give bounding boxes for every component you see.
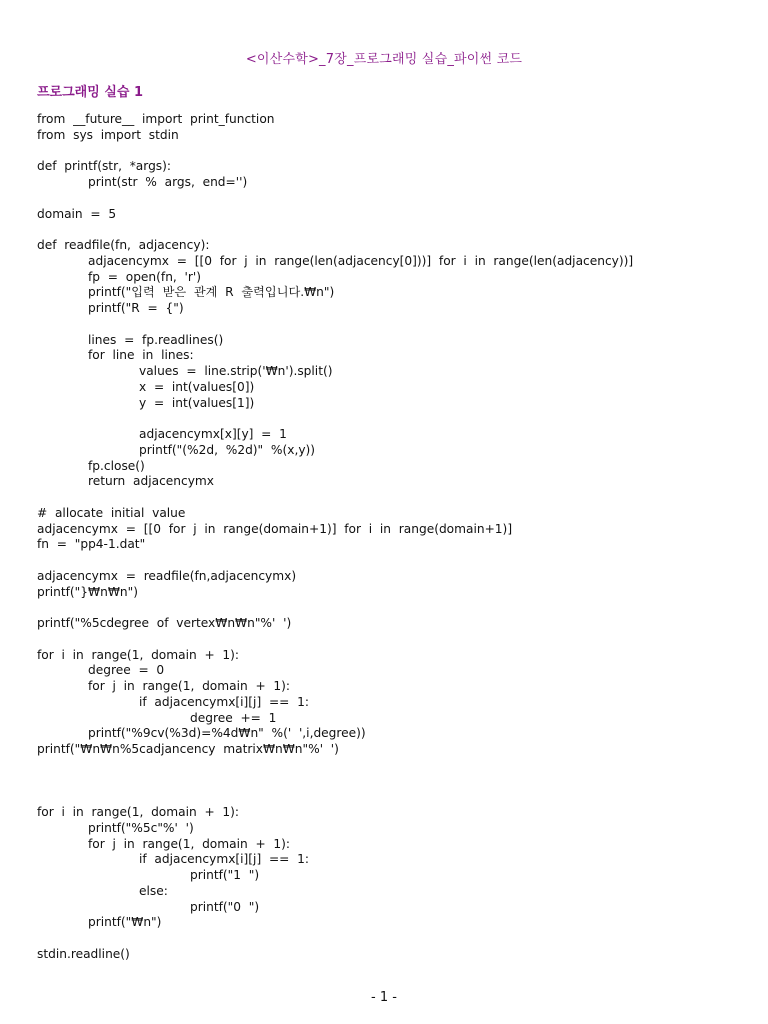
code-line: printf("₩n") <box>88 915 162 930</box>
code-line: for line in lines: <box>88 348 194 363</box>
code-line: printf("%5cdegree of vertex₩n₩n"%' ') <box>37 616 292 630</box>
code-line: print(str % args, end='') <box>88 175 248 189</box>
code-line: printf("0 ") <box>190 899 260 914</box>
code-line <box>37 411 737 427</box>
code-line: if adjacencymx[i][j] == 1: <box>139 852 309 867</box>
code-line: fn = "pp4-1.dat" <box>37 537 146 552</box>
code-line <box>37 931 737 947</box>
code-line: domain = 5 <box>37 206 117 221</box>
code-line: printf("입력 받은 관계 R 출력입니다.₩n") <box>88 285 335 300</box>
code-line: degree += 1 <box>190 710 277 725</box>
code-line: for j in range(1, domain + 1): <box>88 836 291 851</box>
code-line <box>37 144 737 160</box>
code-line: adjacencymx = readfile(fn,adjacencymx) <box>37 568 297 583</box>
code-line: x = int(values[0]) <box>139 379 255 394</box>
code-line: printf("%9cv(%3d)=%4d₩n" %(' ',i,degree)) <box>88 726 366 741</box>
code-line: fp.close() <box>88 458 145 473</box>
code-line: values = line.strip('₩n').split() <box>139 364 333 378</box>
code-line <box>37 222 737 238</box>
code-line: printf("₩n₩n%5cadjancency matrix₩n₩n"%' ') <box>37 742 339 756</box>
code-line: printf("}₩n₩n") <box>37 584 138 599</box>
code-line <box>37 632 737 648</box>
document-title: <이산수학>_7장_프로그래밍 실습_파이썬 코드 <box>245 52 523 67</box>
code-line: for i in range(1, domain + 1): <box>37 647 240 662</box>
code-line: stdin.readline() <box>37 946 130 961</box>
code-line: adjacencymx[x][y] = 1 <box>139 427 287 441</box>
code-line <box>37 553 737 569</box>
code-line: printf("%5c"%' ') <box>88 820 194 835</box>
code-line <box>37 758 737 774</box>
code-line <box>37 317 737 333</box>
code-line <box>37 600 737 616</box>
page-number: - 1 - <box>371 990 397 1005</box>
code-line: printf("1 ") <box>190 868 260 882</box>
code-line: y = int(values[1]) <box>139 395 255 410</box>
code-line: printf("(%2d, %2d)" %(x,y)) <box>139 442 316 457</box>
code-line: from sys import stdin <box>37 127 179 142</box>
code-line: adjacencymx = [[0 for j in range(domain+1)] for i in range(domain+1)] <box>37 521 513 536</box>
code-line: lines = fp.readlines() <box>88 332 224 347</box>
code-line: degree = 0 <box>88 663 165 678</box>
code-line: from __future__ import print_function <box>37 112 275 126</box>
code-line: else: <box>139 883 168 898</box>
code-line: if adjacencymx[i][j] == 1: <box>139 694 309 709</box>
code-line <box>37 789 737 805</box>
code-line: for j in range(1, domain + 1): <box>88 679 291 693</box>
code-line: def readfile(fn, adjacency): <box>37 238 210 252</box>
section-title: 프로그래밍 실습 1 <box>37 85 144 100</box>
code-line: # allocate initial value <box>37 505 186 520</box>
code-line <box>37 774 737 790</box>
code-block <box>37 112 737 963</box>
code-line: printf("R = {") <box>88 301 184 315</box>
code-line: fp = open(fn, 'r') <box>88 269 202 284</box>
code-line <box>37 191 737 207</box>
code-line: def printf(str, *args): <box>37 159 172 174</box>
code-line <box>37 490 737 506</box>
code-line: adjacencymx = [[0 for j in range(len(adjacency[0]))] for i in range(len(adjacency))] <box>88 253 634 268</box>
code-line: for i in range(1, domain + 1): <box>37 805 240 819</box>
code-line: return adjacencymx <box>88 474 214 489</box>
